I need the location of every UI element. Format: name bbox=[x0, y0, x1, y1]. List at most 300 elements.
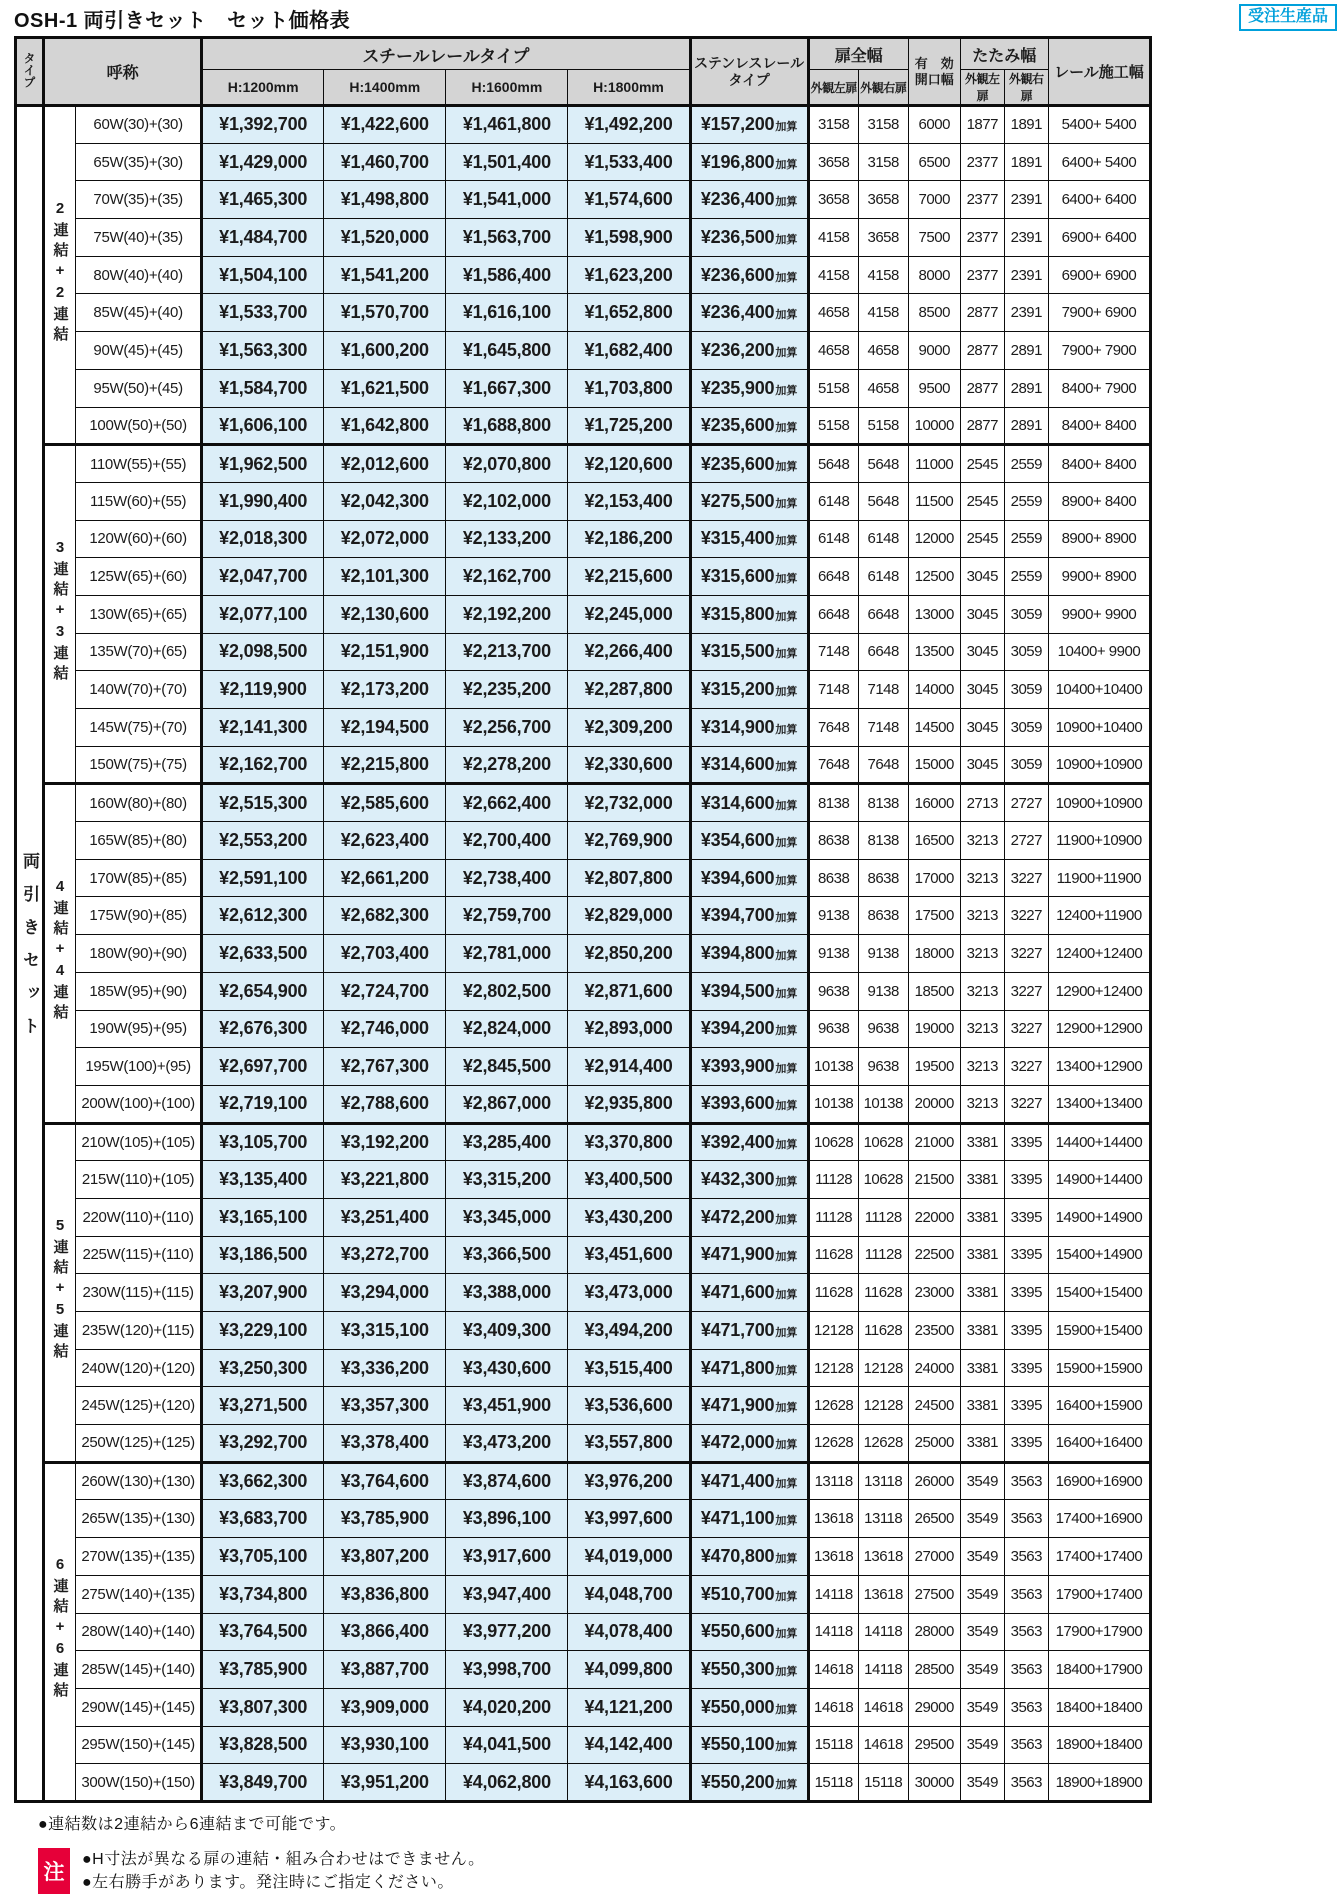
price-h1800: ¥1,492,200 bbox=[568, 106, 690, 144]
effective-opening: 21000 bbox=[908, 1123, 960, 1161]
stainless-price: ¥392,400 bbox=[700, 1131, 775, 1152]
price-h1400: ¥3,251,400 bbox=[324, 1198, 446, 1236]
stainless-price: ¥471,900 bbox=[700, 1244, 775, 1265]
model-name: 95W(50)+(45) bbox=[76, 369, 202, 407]
stainless-price: ¥315,600 bbox=[700, 566, 775, 587]
stainless-add-suffix: 加算 bbox=[775, 1666, 798, 1679]
stainless-price: ¥550,200 bbox=[700, 1771, 775, 1792]
price-h1200: ¥1,563,300 bbox=[202, 332, 324, 370]
stainless-price: ¥510,700 bbox=[700, 1583, 775, 1604]
door-width-right: 10138 bbox=[858, 1085, 908, 1123]
table-row bbox=[16, 1500, 1151, 1538]
price-h1400: ¥2,767,300 bbox=[324, 1048, 446, 1086]
price-stainless bbox=[690, 558, 808, 596]
price-h1200: ¥2,697,700 bbox=[202, 1048, 324, 1086]
price-h1400: ¥3,378,400 bbox=[324, 1425, 446, 1463]
folding-width-right: 3395 bbox=[1004, 1123, 1048, 1161]
price-h1800: ¥1,533,400 bbox=[568, 143, 690, 181]
col-header-h1800: H:1800mm bbox=[568, 70, 690, 106]
model-name: 230W(115)+(115) bbox=[76, 1274, 202, 1312]
folding-width-left: 2877 bbox=[960, 369, 1004, 407]
door-width-right: 6148 bbox=[858, 520, 908, 558]
table-row bbox=[16, 520, 1151, 558]
col-header-name: 呼称 bbox=[44, 38, 202, 106]
price-h1200: ¥2,077,100 bbox=[202, 595, 324, 633]
rail-construction-width: 14400+14400 bbox=[1048, 1123, 1150, 1161]
stainless-add-suffix: 加算 bbox=[775, 648, 798, 661]
model-name: 115W(60)+(55) bbox=[76, 482, 202, 520]
page-title: OSH-1 両引きセット セット価格表 bbox=[14, 10, 351, 32]
stainless-line1: ステンレスレール bbox=[694, 54, 805, 71]
price-h1200: ¥2,098,500 bbox=[202, 633, 324, 671]
door-width-right: 12128 bbox=[858, 1387, 908, 1425]
price-h1600: ¥1,563,700 bbox=[446, 219, 568, 257]
folding-width-left: 2877 bbox=[960, 294, 1004, 332]
door-width-right: 8138 bbox=[858, 784, 908, 822]
door-width-right: 5648 bbox=[858, 482, 908, 520]
stainless-price: ¥394,600 bbox=[700, 867, 775, 888]
price-h1400: ¥2,703,400 bbox=[324, 935, 446, 973]
folding-width-left: 2713 bbox=[960, 784, 1004, 822]
folding-width-left: 1877 bbox=[960, 106, 1004, 144]
model-name: 285W(145)+(140) bbox=[76, 1651, 202, 1689]
model-name: 280W(140)+(140) bbox=[76, 1613, 202, 1651]
price-h1400: ¥2,072,000 bbox=[324, 520, 446, 558]
effective-opening: 19500 bbox=[908, 1048, 960, 1086]
price-h1600: ¥1,688,800 bbox=[446, 407, 568, 445]
effective-opening: 22500 bbox=[908, 1236, 960, 1274]
table-row bbox=[16, 897, 1151, 935]
door-width-left: 10138 bbox=[808, 1085, 858, 1123]
door-width-left: 14118 bbox=[808, 1613, 858, 1651]
door-width-left: 6648 bbox=[808, 558, 858, 596]
made-to-order-badge: 受注生産品 bbox=[1239, 4, 1337, 31]
price-h1800: ¥1,598,900 bbox=[568, 219, 690, 257]
price-h1800: ¥4,142,400 bbox=[568, 1726, 690, 1764]
stainless-price: ¥236,600 bbox=[700, 264, 775, 285]
door-width-left: 3158 bbox=[808, 106, 858, 144]
effective-opening: 6500 bbox=[908, 143, 960, 181]
stainless-price: ¥314,600 bbox=[700, 754, 775, 775]
stainless-add-suffix: 加算 bbox=[775, 1778, 798, 1791]
door-width-right: 3658 bbox=[858, 219, 908, 257]
note-connection-count: ●連結数は2連結から6連結まで可能です。 bbox=[38, 1815, 347, 1833]
folding-width-right: 3059 bbox=[1004, 746, 1048, 784]
door-width-left: 10628 bbox=[808, 1123, 858, 1161]
price-stainless bbox=[690, 1198, 808, 1236]
table-row bbox=[16, 1161, 1151, 1199]
rail-construction-width: 15900+15900 bbox=[1048, 1349, 1150, 1387]
price-h1800: ¥4,163,600 bbox=[568, 1764, 690, 1802]
rail-construction-width: 18400+17900 bbox=[1048, 1651, 1150, 1689]
stainless-add-suffix: 加算 bbox=[775, 1100, 798, 1113]
door-width-right: 6648 bbox=[858, 633, 908, 671]
price-stainless bbox=[690, 1500, 808, 1538]
stainless-add-suffix: 加算 bbox=[775, 1063, 798, 1076]
stainless-price: ¥354,600 bbox=[700, 829, 775, 850]
price-h1600: ¥1,541,000 bbox=[446, 181, 568, 219]
rail-construction-width: 16400+15900 bbox=[1048, 1387, 1150, 1425]
group-label: 3連結+3連結 bbox=[51, 538, 69, 685]
effective-opening: 7000 bbox=[908, 181, 960, 219]
price-h1200: ¥1,392,700 bbox=[202, 106, 324, 144]
price-h1400: ¥1,498,800 bbox=[324, 181, 446, 219]
model-name: 215W(110)+(105) bbox=[76, 1161, 202, 1199]
stainless-price: ¥470,800 bbox=[700, 1545, 775, 1566]
price-h1400: ¥3,315,100 bbox=[324, 1312, 446, 1350]
table-row bbox=[16, 219, 1151, 257]
model-name: 85W(45)+(40) bbox=[76, 294, 202, 332]
model-name: 175W(90)+(85) bbox=[76, 897, 202, 935]
folding-width-left: 3549 bbox=[960, 1462, 1004, 1500]
rail-construction-width: 10900+10400 bbox=[1048, 709, 1150, 747]
price-h1400: ¥1,570,700 bbox=[324, 294, 446, 332]
model-name: 80W(40)+(40) bbox=[76, 256, 202, 294]
rail-construction-width: 18400+18400 bbox=[1048, 1688, 1150, 1726]
folding-width-right: 1891 bbox=[1004, 106, 1048, 144]
price-stainless bbox=[690, 1575, 808, 1613]
effective-opening: 20000 bbox=[908, 1085, 960, 1123]
price-h1600: ¥4,041,500 bbox=[446, 1726, 568, 1764]
effective-opening: 30000 bbox=[908, 1764, 960, 1802]
price-h1600: ¥2,192,200 bbox=[446, 595, 568, 633]
stainless-add-suffix: 加算 bbox=[775, 1025, 798, 1038]
note-block bbox=[38, 1848, 1340, 1894]
door-width-left: 9138 bbox=[808, 935, 858, 973]
price-h1800: ¥2,287,800 bbox=[568, 671, 690, 709]
price-h1800: ¥3,494,200 bbox=[568, 1312, 690, 1350]
price-h1400: ¥3,807,200 bbox=[324, 1538, 446, 1576]
price-h1200: ¥3,105,700 bbox=[202, 1123, 324, 1161]
stainless-add-suffix: 加算 bbox=[775, 912, 798, 925]
price-h1400: ¥2,012,600 bbox=[324, 445, 446, 483]
price-stainless bbox=[690, 633, 808, 671]
model-name: 290W(145)+(145) bbox=[76, 1688, 202, 1726]
stainless-price: ¥471,900 bbox=[700, 1395, 775, 1416]
price-h1800: ¥3,515,400 bbox=[568, 1349, 690, 1387]
price-h1600: ¥1,616,100 bbox=[446, 294, 568, 332]
price-h1400: ¥2,661,200 bbox=[324, 859, 446, 897]
door-width-right: 7148 bbox=[858, 671, 908, 709]
door-width-left: 4158 bbox=[808, 256, 858, 294]
price-h1400: ¥1,460,700 bbox=[324, 143, 446, 181]
door-width-right: 4158 bbox=[858, 256, 908, 294]
door-width-right: 9138 bbox=[858, 935, 908, 973]
model-name: 120W(60)+(60) bbox=[76, 520, 202, 558]
price-stainless bbox=[690, 520, 808, 558]
effective-opening: 11000 bbox=[908, 445, 960, 483]
price-h1600: ¥2,802,500 bbox=[446, 972, 568, 1010]
price-h1600: ¥3,874,600 bbox=[446, 1462, 568, 1500]
model-name: 240W(120)+(120) bbox=[76, 1349, 202, 1387]
price-h1600: ¥3,451,900 bbox=[446, 1387, 568, 1425]
price-stainless bbox=[690, 1161, 808, 1199]
effective-opening: 10000 bbox=[908, 407, 960, 445]
door-width-left: 10138 bbox=[808, 1048, 858, 1086]
effective-opening: 16000 bbox=[908, 784, 960, 822]
price-h1400: ¥1,520,000 bbox=[324, 219, 446, 257]
price-h1200: ¥2,591,100 bbox=[202, 859, 324, 897]
model-name: 185W(95)+(90) bbox=[76, 972, 202, 1010]
effective-opening: 29500 bbox=[908, 1726, 960, 1764]
door-width-left: 6148 bbox=[808, 482, 858, 520]
door-width-right: 4158 bbox=[858, 294, 908, 332]
folding-width-right: 3227 bbox=[1004, 972, 1048, 1010]
door-width-left: 9638 bbox=[808, 972, 858, 1010]
price-h1400: ¥2,194,500 bbox=[324, 709, 446, 747]
price-h1400: ¥2,042,300 bbox=[324, 482, 446, 520]
door-width-left: 7648 bbox=[808, 746, 858, 784]
rail-construction-width: 5400+ 5400 bbox=[1048, 106, 1150, 144]
price-h1200: ¥2,719,100 bbox=[202, 1085, 324, 1123]
price-h1600: ¥2,102,000 bbox=[446, 482, 568, 520]
price-h1600: ¥2,162,700 bbox=[446, 558, 568, 596]
price-h1400: ¥3,336,200 bbox=[324, 1349, 446, 1387]
table-row bbox=[16, 972, 1151, 1010]
folding-width-right: 3059 bbox=[1004, 633, 1048, 671]
stainless-add-suffix: 加算 bbox=[775, 1176, 798, 1189]
folding-width-right: 3395 bbox=[1004, 1387, 1048, 1425]
folding-width-right: 2891 bbox=[1004, 407, 1048, 445]
price-h1600: ¥1,501,400 bbox=[446, 143, 568, 181]
door-width-left: 6148 bbox=[808, 520, 858, 558]
price-stainless bbox=[690, 822, 808, 860]
door-width-right: 4658 bbox=[858, 332, 908, 370]
price-h1600: ¥4,020,200 bbox=[446, 1688, 568, 1726]
col-header-stainless-rail bbox=[690, 38, 808, 106]
table-row bbox=[16, 1048, 1151, 1086]
door-width-right: 7648 bbox=[858, 746, 908, 784]
effective-opening: 13000 bbox=[908, 595, 960, 633]
folding-width-left: 3381 bbox=[960, 1349, 1004, 1387]
stainless-add-suffix: 加算 bbox=[775, 1289, 798, 1302]
price-stainless bbox=[690, 143, 808, 181]
folding-width-right: 3059 bbox=[1004, 595, 1048, 633]
price-h1200: ¥1,962,500 bbox=[202, 445, 324, 483]
price-h1200: ¥2,162,700 bbox=[202, 746, 324, 784]
folding-width-left: 3381 bbox=[960, 1198, 1004, 1236]
folding-width-left: 2377 bbox=[960, 143, 1004, 181]
folding-width-right: 3563 bbox=[1004, 1462, 1048, 1500]
price-h1600: ¥2,070,800 bbox=[446, 445, 568, 483]
stainless-price: ¥236,400 bbox=[700, 189, 775, 210]
folding-width-right: 3227 bbox=[1004, 935, 1048, 973]
price-h1200: ¥1,429,000 bbox=[202, 143, 324, 181]
price-h1600: ¥3,285,400 bbox=[446, 1123, 568, 1161]
door-width-right: 9138 bbox=[858, 972, 908, 1010]
rail-construction-width: 18900+18900 bbox=[1048, 1764, 1150, 1802]
price-h1400: ¥2,623,400 bbox=[324, 822, 446, 860]
stainless-add-suffix: 加算 bbox=[775, 949, 798, 962]
folding-width-left: 3549 bbox=[960, 1651, 1004, 1689]
price-h1600: ¥2,278,200 bbox=[446, 746, 568, 784]
model-name: 275W(140)+(135) bbox=[76, 1575, 202, 1613]
effective-opening: 9000 bbox=[908, 332, 960, 370]
price-h1600: ¥2,824,000 bbox=[446, 1010, 568, 1048]
folding-width-right: 2559 bbox=[1004, 482, 1048, 520]
price-h1800: ¥2,769,900 bbox=[568, 822, 690, 860]
rail-construction-width: 8400+ 8400 bbox=[1048, 407, 1150, 445]
price-stainless bbox=[690, 1764, 808, 1802]
price-stainless bbox=[690, 369, 808, 407]
table-row bbox=[16, 369, 1151, 407]
row-type-label: 両引きセット bbox=[20, 851, 39, 1050]
effective-opening: 23500 bbox=[908, 1312, 960, 1350]
model-name: 170W(85)+(85) bbox=[76, 859, 202, 897]
stainless-add-suffix: 加算 bbox=[775, 799, 798, 812]
price-h1400: ¥3,909,000 bbox=[324, 1688, 446, 1726]
price-h1400: ¥3,192,200 bbox=[324, 1123, 446, 1161]
folding-width-left: 3213 bbox=[960, 1048, 1004, 1086]
rail-construction-width: 16400+16400 bbox=[1048, 1425, 1150, 1463]
price-stainless bbox=[690, 1048, 808, 1086]
folding-width-right: 3059 bbox=[1004, 671, 1048, 709]
effective-opening: 26500 bbox=[908, 1500, 960, 1538]
price-h1400: ¥3,887,700 bbox=[324, 1651, 446, 1689]
group-label: 5連結+5連結 bbox=[51, 1217, 69, 1364]
folding-width-right: 1891 bbox=[1004, 143, 1048, 181]
rail-construction-width: 18900+18400 bbox=[1048, 1726, 1150, 1764]
folding-width-right: 3563 bbox=[1004, 1538, 1048, 1576]
effective-opening: 21500 bbox=[908, 1161, 960, 1199]
stainless-price: ¥314,900 bbox=[700, 716, 775, 737]
stainless-add-suffix: 加算 bbox=[775, 1552, 798, 1565]
effective-opening: 27500 bbox=[908, 1575, 960, 1613]
door-width-left: 15118 bbox=[808, 1726, 858, 1764]
price-h1200: ¥3,229,100 bbox=[202, 1312, 324, 1350]
price-stainless bbox=[690, 671, 808, 709]
price-h1400: ¥1,621,500 bbox=[324, 369, 446, 407]
price-h1400: ¥1,541,200 bbox=[324, 256, 446, 294]
rail-construction-width: 17900+17900 bbox=[1048, 1613, 1150, 1651]
effective-opening: 8500 bbox=[908, 294, 960, 332]
price-h1600: ¥1,461,800 bbox=[446, 106, 568, 144]
price-h1400: ¥2,215,800 bbox=[324, 746, 446, 784]
folding-width-left: 3381 bbox=[960, 1425, 1004, 1463]
rail-construction-width: 10400+10400 bbox=[1048, 671, 1150, 709]
stainless-price: ¥471,600 bbox=[700, 1282, 775, 1303]
price-h1200: ¥3,683,700 bbox=[202, 1500, 324, 1538]
table-row bbox=[16, 1198, 1151, 1236]
price-h1400: ¥3,785,900 bbox=[324, 1500, 446, 1538]
price-h1600: ¥3,366,500 bbox=[446, 1236, 568, 1274]
price-h1200: ¥2,018,300 bbox=[202, 520, 324, 558]
price-h1800: ¥2,935,800 bbox=[568, 1085, 690, 1123]
folding-width-left: 3549 bbox=[960, 1500, 1004, 1538]
effective-opening: 6000 bbox=[908, 106, 960, 144]
price-h1600: ¥3,977,200 bbox=[446, 1613, 568, 1651]
stainless-price: ¥157,200 bbox=[700, 114, 775, 135]
caution-lines bbox=[82, 1848, 485, 1894]
table-row bbox=[16, 1312, 1151, 1350]
model-name: 165W(85)+(80) bbox=[76, 822, 202, 860]
col-header-fold-right: 外観右扉 bbox=[1004, 70, 1048, 106]
price-stainless bbox=[690, 1349, 808, 1387]
stainless-add-suffix: 加算 bbox=[775, 196, 798, 209]
price-h1600: ¥2,133,200 bbox=[446, 520, 568, 558]
price-h1800: ¥2,186,200 bbox=[568, 520, 690, 558]
price-stainless bbox=[690, 784, 808, 822]
folding-width-right: 3563 bbox=[1004, 1764, 1048, 1802]
door-width-right: 5158 bbox=[858, 407, 908, 445]
table-row bbox=[16, 1085, 1151, 1123]
door-width-left: 11128 bbox=[808, 1198, 858, 1236]
row-type-cell bbox=[16, 106, 44, 1802]
effective-opening: 27000 bbox=[908, 1538, 960, 1576]
price-h1200: ¥1,465,300 bbox=[202, 181, 324, 219]
door-width-right: 13118 bbox=[858, 1462, 908, 1500]
price-h1600: ¥3,315,200 bbox=[446, 1161, 568, 1199]
price-h1200: ¥3,807,300 bbox=[202, 1688, 324, 1726]
door-width-left: 14118 bbox=[808, 1575, 858, 1613]
table-row bbox=[16, 1123, 1151, 1161]
stainless-add-suffix: 加算 bbox=[775, 309, 798, 322]
price-h1800: ¥1,682,400 bbox=[568, 332, 690, 370]
stainless-add-suffix: 加算 bbox=[775, 1628, 798, 1641]
stainless-add-suffix: 加算 bbox=[775, 460, 798, 473]
rail-construction-width: 8400+ 8400 bbox=[1048, 445, 1150, 483]
model-name: 100W(50)+(50) bbox=[76, 407, 202, 445]
door-width-left: 5158 bbox=[808, 369, 858, 407]
price-h1200: ¥1,533,700 bbox=[202, 294, 324, 332]
folding-width-left: 3045 bbox=[960, 671, 1004, 709]
table-row bbox=[16, 332, 1151, 370]
price-h1800: ¥2,807,800 bbox=[568, 859, 690, 897]
price-h1600: ¥3,409,300 bbox=[446, 1312, 568, 1350]
price-h1400: ¥2,151,900 bbox=[324, 633, 446, 671]
price-h1400: ¥3,951,200 bbox=[324, 1764, 446, 1802]
model-name: 195W(100)+(95) bbox=[76, 1048, 202, 1086]
price-h1200: ¥3,271,500 bbox=[202, 1387, 324, 1425]
door-width-left: 7148 bbox=[808, 633, 858, 671]
folding-width-left: 3213 bbox=[960, 935, 1004, 973]
table-row bbox=[16, 1688, 1151, 1726]
door-width-right: 9638 bbox=[858, 1048, 908, 1086]
table-row bbox=[16, 1764, 1151, 1802]
table-row bbox=[16, 1613, 1151, 1651]
col-header-type-label: タイプ bbox=[22, 52, 36, 88]
stainless-add-suffix: 加算 bbox=[775, 1402, 798, 1415]
price-stainless bbox=[690, 1688, 808, 1726]
stainless-price: ¥394,200 bbox=[700, 1018, 775, 1039]
folding-width-left: 3213 bbox=[960, 897, 1004, 935]
col-header-rail-construction-width: レール施工幅 bbox=[1048, 38, 1150, 106]
folding-width-left: 2545 bbox=[960, 445, 1004, 483]
door-width-right: 8638 bbox=[858, 859, 908, 897]
rail-construction-width: 13400+12900 bbox=[1048, 1048, 1150, 1086]
stainless-price: ¥393,900 bbox=[700, 1056, 775, 1077]
rail-construction-width: 17900+17400 bbox=[1048, 1575, 1150, 1613]
folding-width-left: 3213 bbox=[960, 972, 1004, 1010]
price-h1200: ¥3,705,100 bbox=[202, 1538, 324, 1576]
model-name: 235W(120)+(115) bbox=[76, 1312, 202, 1350]
door-width-left: 7648 bbox=[808, 709, 858, 747]
price-h1800: ¥2,914,400 bbox=[568, 1048, 690, 1086]
door-width-left: 13618 bbox=[808, 1500, 858, 1538]
model-name: 265W(135)+(130) bbox=[76, 1500, 202, 1538]
price-h1800: ¥3,473,000 bbox=[568, 1274, 690, 1312]
rail-construction-width: 12900+12400 bbox=[1048, 972, 1150, 1010]
col-header-steel-rail: スチールレールタイプ bbox=[202, 38, 690, 70]
door-width-left: 4658 bbox=[808, 332, 858, 370]
price-h1600: ¥2,867,000 bbox=[446, 1085, 568, 1123]
stainless-price: ¥550,100 bbox=[700, 1734, 775, 1755]
stainless-add-suffix: 加算 bbox=[775, 1741, 798, 1754]
topbar bbox=[14, 4, 1340, 34]
rail-construction-width: 7900+ 6900 bbox=[1048, 294, 1150, 332]
price-h1200: ¥2,676,300 bbox=[202, 1010, 324, 1048]
door-width-left: 11128 bbox=[808, 1161, 858, 1199]
